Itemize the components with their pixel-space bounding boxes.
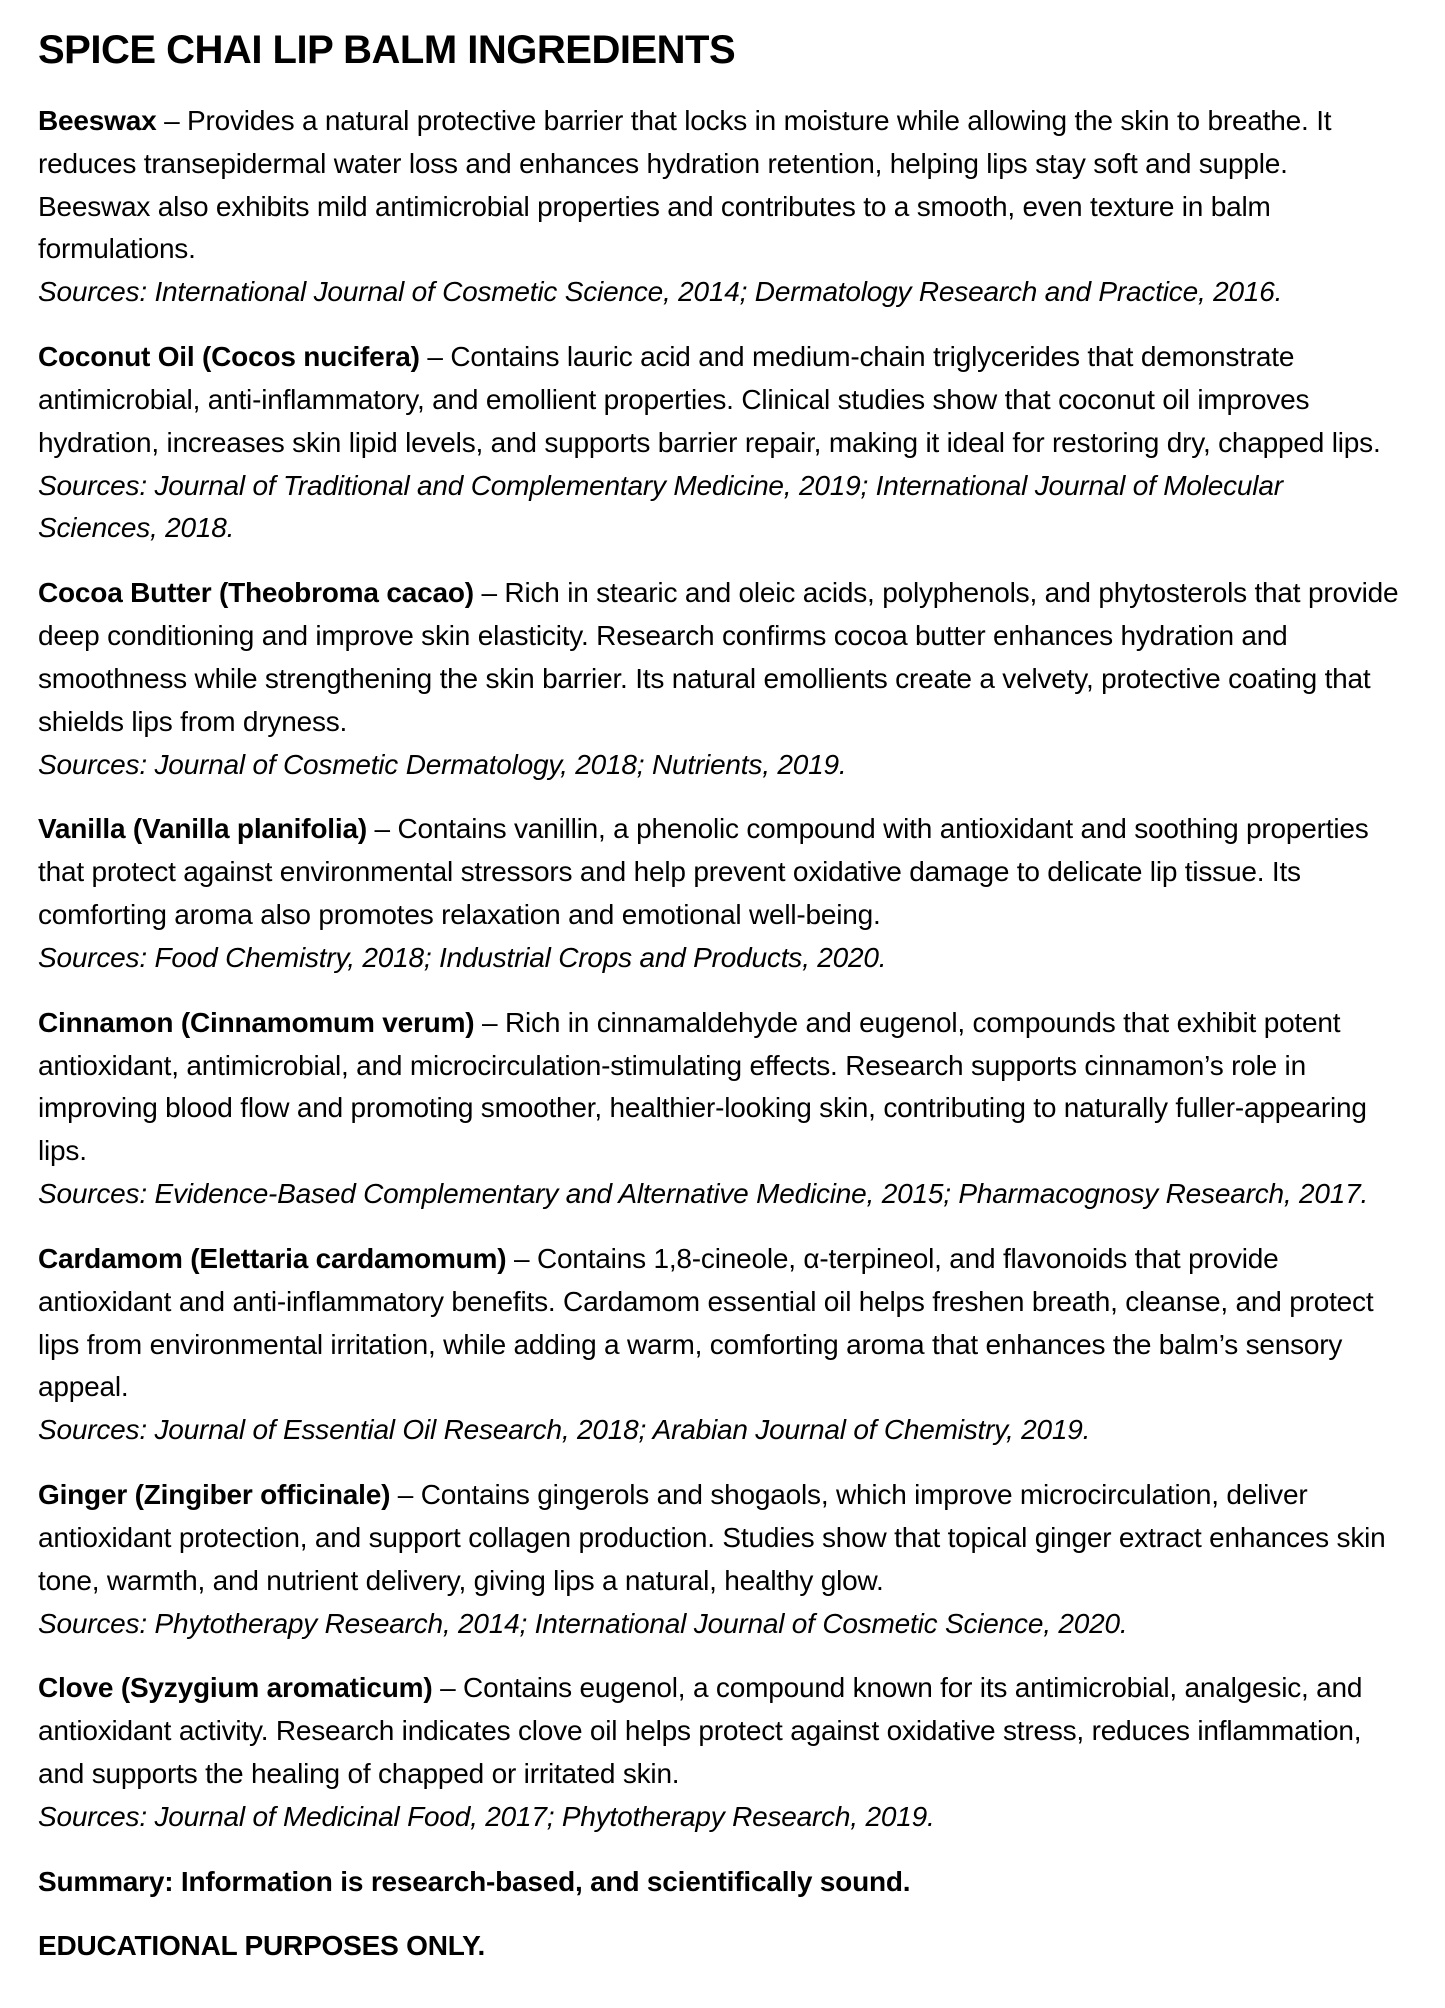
ingredient-name: Cardamom (Elettaria cardamomum)	[38, 1242, 507, 1274]
ingredient-section-ginger	[38, 1474, 1407, 1645]
ingredient-paragraph	[38, 1474, 1407, 1602]
ingredient-sources: Sources: Evidence-Based Complementary and Alternative Medicine, 2015; Pharmacognosy Research, 2017.	[38, 1178, 1369, 1210]
dash-separator: –	[374, 813, 390, 845]
ingredient-description: Contains lauric acid and medium-chain triglycerides that demonstrate antimicrobial, anti-inflammatory, and emollient properties. Clinical studies show that coconut oil improves hydration, increases skin lipid levels, and supports barrier repair, making it ideal for restoring dry, chapped lips.	[38, 341, 1381, 458]
dash-separator: –	[513, 1242, 530, 1274]
ingredient-section-cardamom	[38, 1238, 1407, 1452]
dash-separator: –	[427, 341, 443, 373]
ingredient-sources: Sources: Journal of Traditional and Complementary Medicine, 2019; International Journal of Molecular Sciences, 2018.	[38, 469, 1283, 544]
ingredient-section-clove	[38, 1667, 1407, 1838]
ingredient-section-cinnamon	[38, 1002, 1407, 1216]
ingredient-paragraph	[38, 1238, 1407, 1409]
ingredient-sources: Sources: Phytotherapy Research, 2014; International Journal of Cosmetic Science, 2020.	[38, 1607, 1128, 1639]
ingredient-sources: Sources: International Journal of Cosmetic Science, 2014; Dermatology Research and Practice, 2016.	[38, 276, 1283, 308]
ingredient-description: Provides a natural protective barrier that locks in moisture while allowing the skin to breathe. It reduces transepidermal water loss and enhances hydration retention, helping lips stay soft and supple. Beeswax also exhibits mild antimicrobial properties and contributes to a smooth, even texture in balm formulations.	[38, 105, 1332, 265]
ingredient-description: Contains vanillin, a phenolic compound with antioxidant and soothing properties that protect against environmental stressors and help prevent oxidative damage to delicate lip tissue. Its comforting aroma also promotes relaxation and emotional well-being.	[38, 813, 1369, 931]
ingredient-name: Coconut Oil (Cocos nucifera)	[38, 341, 420, 373]
disclaimer-statement: EDUCATIONAL PURPOSES ONLY.	[38, 1930, 486, 1962]
ingredient-section-cocoa-butter	[38, 572, 1407, 786]
ingredient-description: Rich in stearic and oleic acids, polyphenols, and phytosterols that provide deep conditioning and improve skin elasticity. Research confirms cocoa butter enhances hydration and smoothness while strengthening the skin barrier. Its natural emollients create a velvety, protective coating that shields lips from dryness.	[38, 577, 1399, 737]
ingredient-name: Ginger (Zingiber officinale)	[38, 1479, 391, 1511]
ingredient-sources: Sources: Journal of Medicinal Food, 2017; Phytotherapy Research, 2019.	[38, 1800, 935, 1832]
summary-statement: Summary: Information is research-based, and scientifically sound.	[38, 1865, 911, 1897]
ingredient-paragraph	[38, 572, 1407, 743]
ingredient-description: Contains 1,8-cineole, α-terpineol, and flavonoids that provide antioxidant and anti-inflammatory benefits. Cardamom essential oil helps freshen breath, cleanse, and protect lips from environmental irritation, while adding a warm, comforting aroma that enhances the balm’s sensory appeal.	[38, 1242, 1374, 1403]
ingredient-name: Vanilla (Vanilla planifolia)	[38, 813, 367, 845]
dash-separator: –	[482, 1006, 498, 1038]
ingredient-sources: Sources: Journal of Cosmetic Dermatology, 2018; Nutrients, 2019.	[38, 748, 847, 780]
ingredient-name: Clove (Syzygium aromaticum)	[38, 1672, 433, 1704]
ingredient-name: Beeswax	[38, 105, 157, 136]
ingredient-section-vanilla	[38, 808, 1407, 979]
ingredient-paragraph	[38, 100, 1407, 271]
ingredient-section-beeswax	[38, 100, 1407, 314]
page-title: SPICE CHAI LIP BALM INGREDIENTS	[38, 28, 736, 72]
ingredient-paragraph	[38, 1667, 1407, 1795]
ingredient-name: Cinnamon (Cinnamomum verum)	[38, 1006, 475, 1038]
dash-separator: –	[164, 105, 180, 136]
dash-separator: –	[397, 1479, 414, 1511]
ingredient-name: Cocoa Butter (Theobroma cacao)	[38, 577, 474, 609]
ingredient-sources: Sources: Food Chemistry, 2018; Industrial Crops and Products, 2020.	[38, 941, 887, 973]
ingredient-sources: Sources: Journal of Essential Oil Research, 2018; Arabian Journal of Chemistry, 2019.	[38, 1414, 1091, 1446]
dash-separator: –	[481, 577, 497, 609]
dash-separator: –	[440, 1672, 456, 1704]
ingredient-paragraph	[38, 1002, 1407, 1173]
ingredient-description: Contains gingerols and shogaols, which improve microcirculation, deliver antioxidant protection, and support collagen production. Studies show that topical ginger extract enhances skin tone, warmth, and nutrient delivery, giving lips a natural, healthy glow.	[38, 1479, 1386, 1596]
ingredient-description: Rich in cinnamaldehyde and eugenol, compounds that exhibit potent antioxidant, antimicrobial, and microcirculation-stimulating effects. Research supports cinnamon’s role in improving blood flow and promoting smoother, healthier-looking skin, contributing to naturally fuller-appearing lips.	[38, 1006, 1367, 1167]
ingredient-paragraph	[38, 808, 1407, 936]
ingredient-section-coconut-oil	[38, 336, 1407, 550]
ingredient-paragraph	[38, 336, 1407, 464]
ingredient-description: Contains eugenol, a compound known for its antimicrobial, analgesic, and antioxidant activity. Research indicates clove oil helps protect against oxidative stress, reduces inflammation, and supports the healing of chapped or irritated skin.	[38, 1672, 1363, 1789]
